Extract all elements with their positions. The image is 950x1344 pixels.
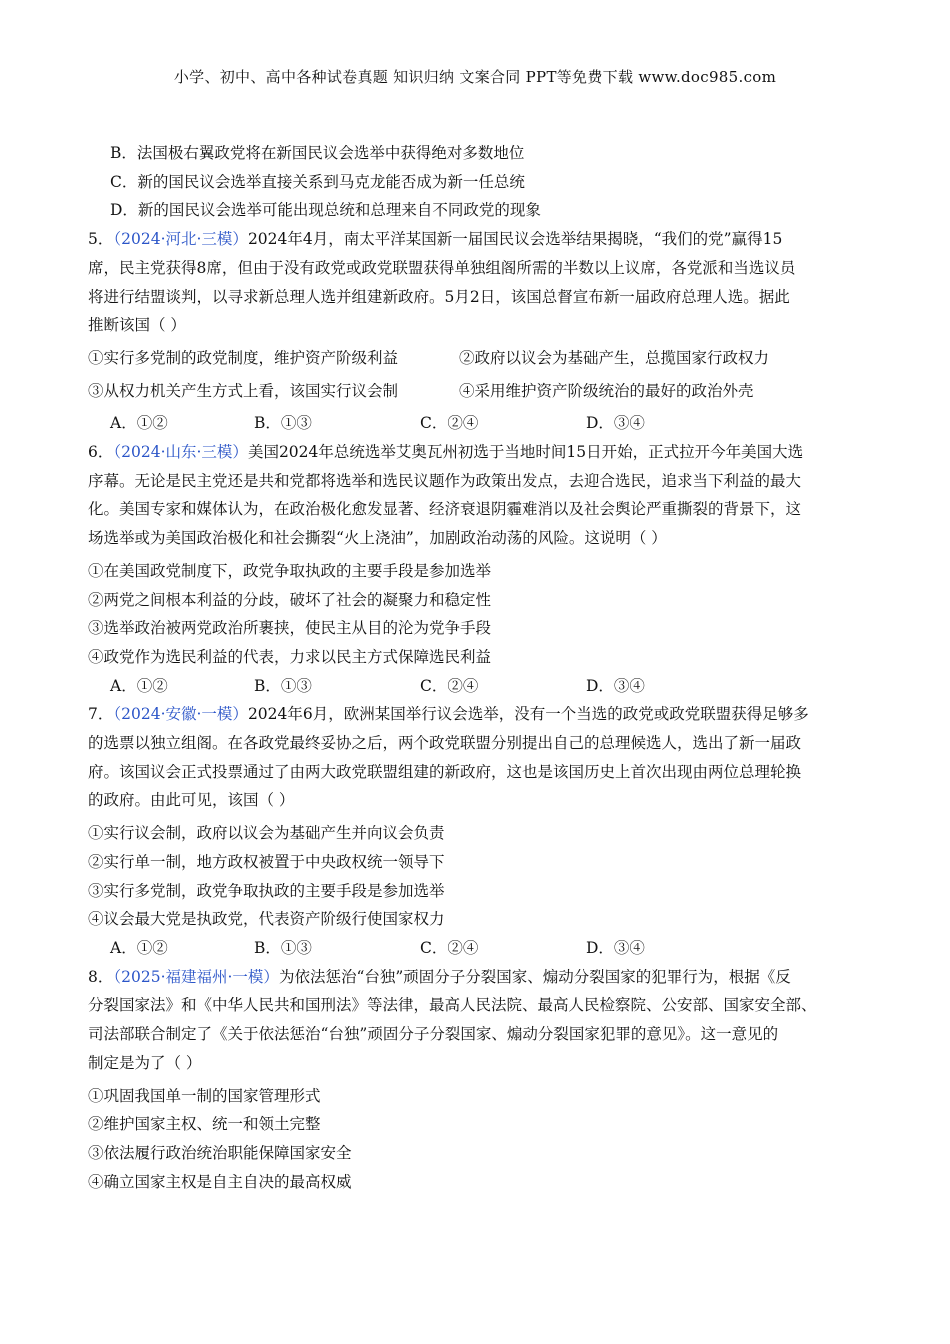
q6-item-2: ②两党之间根本利益的分歧，破坏了社会的凝聚力和稳定性	[88, 590, 492, 609]
q5-stem-line-1	[88, 225, 878, 254]
q7-choice-b: B．①③	[254, 938, 312, 957]
q8-stem-line-2: 分裂国家法》和《中华人民共和国刑法》等法律，最高人民法院、最高人民检察院、公安部、国家安全部、	[88, 996, 817, 1015]
q7-item-1: ①实行议会制，政府以议会为基础产生并向议会负责	[88, 824, 445, 843]
q6-choices	[88, 672, 878, 701]
q6-source: （2024·山东·三模）	[113, 443, 248, 462]
q5-choices	[88, 409, 878, 438]
q5-item-4: ④采用维护资产阶级统治的最好的政治外壳	[459, 381, 754, 400]
q7-choices	[88, 934, 878, 963]
q5-stem-line-2: 席，民主党获得8席，但由于没有政党或政党联盟获得单独组阁所需的半数以上议席，各党派和当选议员	[88, 258, 796, 277]
q5-item-2: ②政府以议会为基础产生，总揽国家行政权力	[459, 348, 770, 367]
q6-stem-line-4: 场选举或为美国政治极化和社会撕裂“火上浇油”，加剧政治动荡的风险。这说明（ ）	[88, 529, 667, 548]
q6-item-4: ④政党作为选民利益的代表，力求以民主方式保障选民利益	[88, 647, 492, 666]
q5-item-3: ③从权力机关产生方式上看，该国实行议会制	[88, 381, 399, 400]
q8-stem-line-3: 司法部联合制定了《关于依法惩治“台独”顽固分子分裂国家、煽动分裂国家犯罪的意见》。这一意见的	[88, 1025, 779, 1044]
q6-stem-line-1	[88, 438, 878, 467]
q7-number: 7．	[88, 705, 114, 724]
q6-choice-b: B．①③	[254, 676, 312, 695]
q7-choice-d: D．③④	[586, 938, 645, 957]
q5-choice-d: D．③④	[586, 414, 645, 433]
q7-source: （2024·安徽·一模）	[113, 705, 248, 724]
q6-item-1: ①在美国政党制度下，政党争取执政的主要手段是参加选举	[88, 561, 492, 580]
q7-text: 2024年6月，欧洲某国举行议会选举，没有一个当选的政党或政党联盟获得足够多	[247, 705, 809, 724]
q5-choice-b: B．①③	[254, 414, 312, 433]
q7-stem-line-4: 的政府。由此可见，该国（ ）	[88, 791, 295, 810]
q5-choice-a: A．①②	[110, 414, 168, 433]
q8-stem-line-1	[88, 963, 878, 992]
q7-stem-line-1	[88, 700, 878, 729]
q6-number: 6．	[88, 443, 114, 462]
q8-item-4: ④确立国家主权是自主自决的最高权威	[88, 1172, 352, 1191]
q7-item-2: ②实行单一制，地方政权被置于中央政权统一领导下	[88, 852, 445, 871]
q7-item-4: ④议会最大党是执政党，代表资产阶级行使国家权力	[88, 910, 445, 929]
q7-stem-line-2: 的选票以独立组阁。在各政党最终妥协之后，两个政党联盟分别提出自己的总理候选人，选出了新一届政	[88, 734, 802, 753]
q4-option-c: C．新的国民议会选举直接关系到马克龙能否成为新一任总统	[110, 172, 525, 191]
question-content	[88, 139, 878, 1196]
q6-choice-c: C．②④	[420, 676, 479, 695]
q6-choice-a: A．①②	[110, 676, 168, 695]
q5-items-row-2	[88, 377, 878, 406]
q8-source: （2025·福建福州·一模）	[113, 967, 279, 986]
q5-number: 5．	[88, 230, 114, 249]
q4-option-d: D．新的国民议会选举可能出现总统和总理来自不同政党的现象	[110, 201, 541, 220]
q8-item-2: ②维护国家主权、统一和领土完整	[88, 1115, 321, 1134]
q5-items-row-1	[88, 344, 878, 373]
q5-item-1: ①实行多党制的政党制度，维护资产阶级利益	[88, 348, 399, 367]
q5-choice-c: C．②④	[420, 414, 479, 433]
q8-stem-line-4: 制定是为了（ ）	[88, 1053, 202, 1072]
q8-number: 8．	[88, 967, 114, 986]
q5-stem-line-4: 推断该国（ ）	[88, 316, 186, 335]
q7-choice-a: A．①②	[110, 938, 168, 957]
q8-item-1: ①巩固我国单一制的国家管理形式	[88, 1086, 321, 1105]
q6-text: 美国2024年总统选举艾奥瓦州初选于当地时间15日开始，正式拉开今年美国大选	[247, 443, 804, 462]
q6-stem-line-3: 化。美国专家和媒体认为，在政治极化愈发显著、经济衰退阴霾难消以及社会舆论严重撕裂的背景下，这	[88, 500, 802, 519]
q4-option-b: B．法国极右翼政党将在新国民议会选举中获得绝对多数地位	[110, 144, 525, 162]
q7-choice-c: C．②④	[420, 938, 479, 957]
q8-text: 为依法惩治“台独”顽固分子分裂国家、煽动分裂国家的犯罪行为，根据《反	[278, 967, 791, 986]
q6-item-3: ③选举政治被两党政治所裹挟，使民主从目的沦为党争手段	[88, 619, 492, 638]
q5-text: 2024年4月，南太平洋某国新一届国民议会选举结果揭晓，“我们的党”赢得15	[247, 230, 783, 249]
q5-source: （2024·河北·三模）	[113, 230, 248, 249]
q6-choice-d: D．③④	[586, 676, 645, 695]
q6-stem-line-2: 序幕。无论是民主党还是共和党都将选举和选民议题作为政策出发点，去迎合选民，追求当下利益的最大	[88, 471, 802, 490]
q5-stem-line-3: 将进行结盟谈判，以寻求新总理人选并组建新政府。5月2日，该国总督宣布新一届政府总理人选。据此	[88, 287, 790, 306]
q7-stem-line-3: 府。该国议会正式投票通过了由两大政党联盟组建的新政府，这也是该国历史上首次出现由两位总理轮换	[88, 762, 802, 781]
page-header: 小学、初中、高中各种试卷真题 知识归纳 文案合同 PPT等免费下载 www.doc985.com	[173, 68, 777, 86]
q8-item-3: ③依法履行政治统治职能保障国家安全	[88, 1143, 352, 1162]
q7-item-3: ③实行多党制，政党争取执政的主要手段是参加选举	[88, 881, 445, 900]
